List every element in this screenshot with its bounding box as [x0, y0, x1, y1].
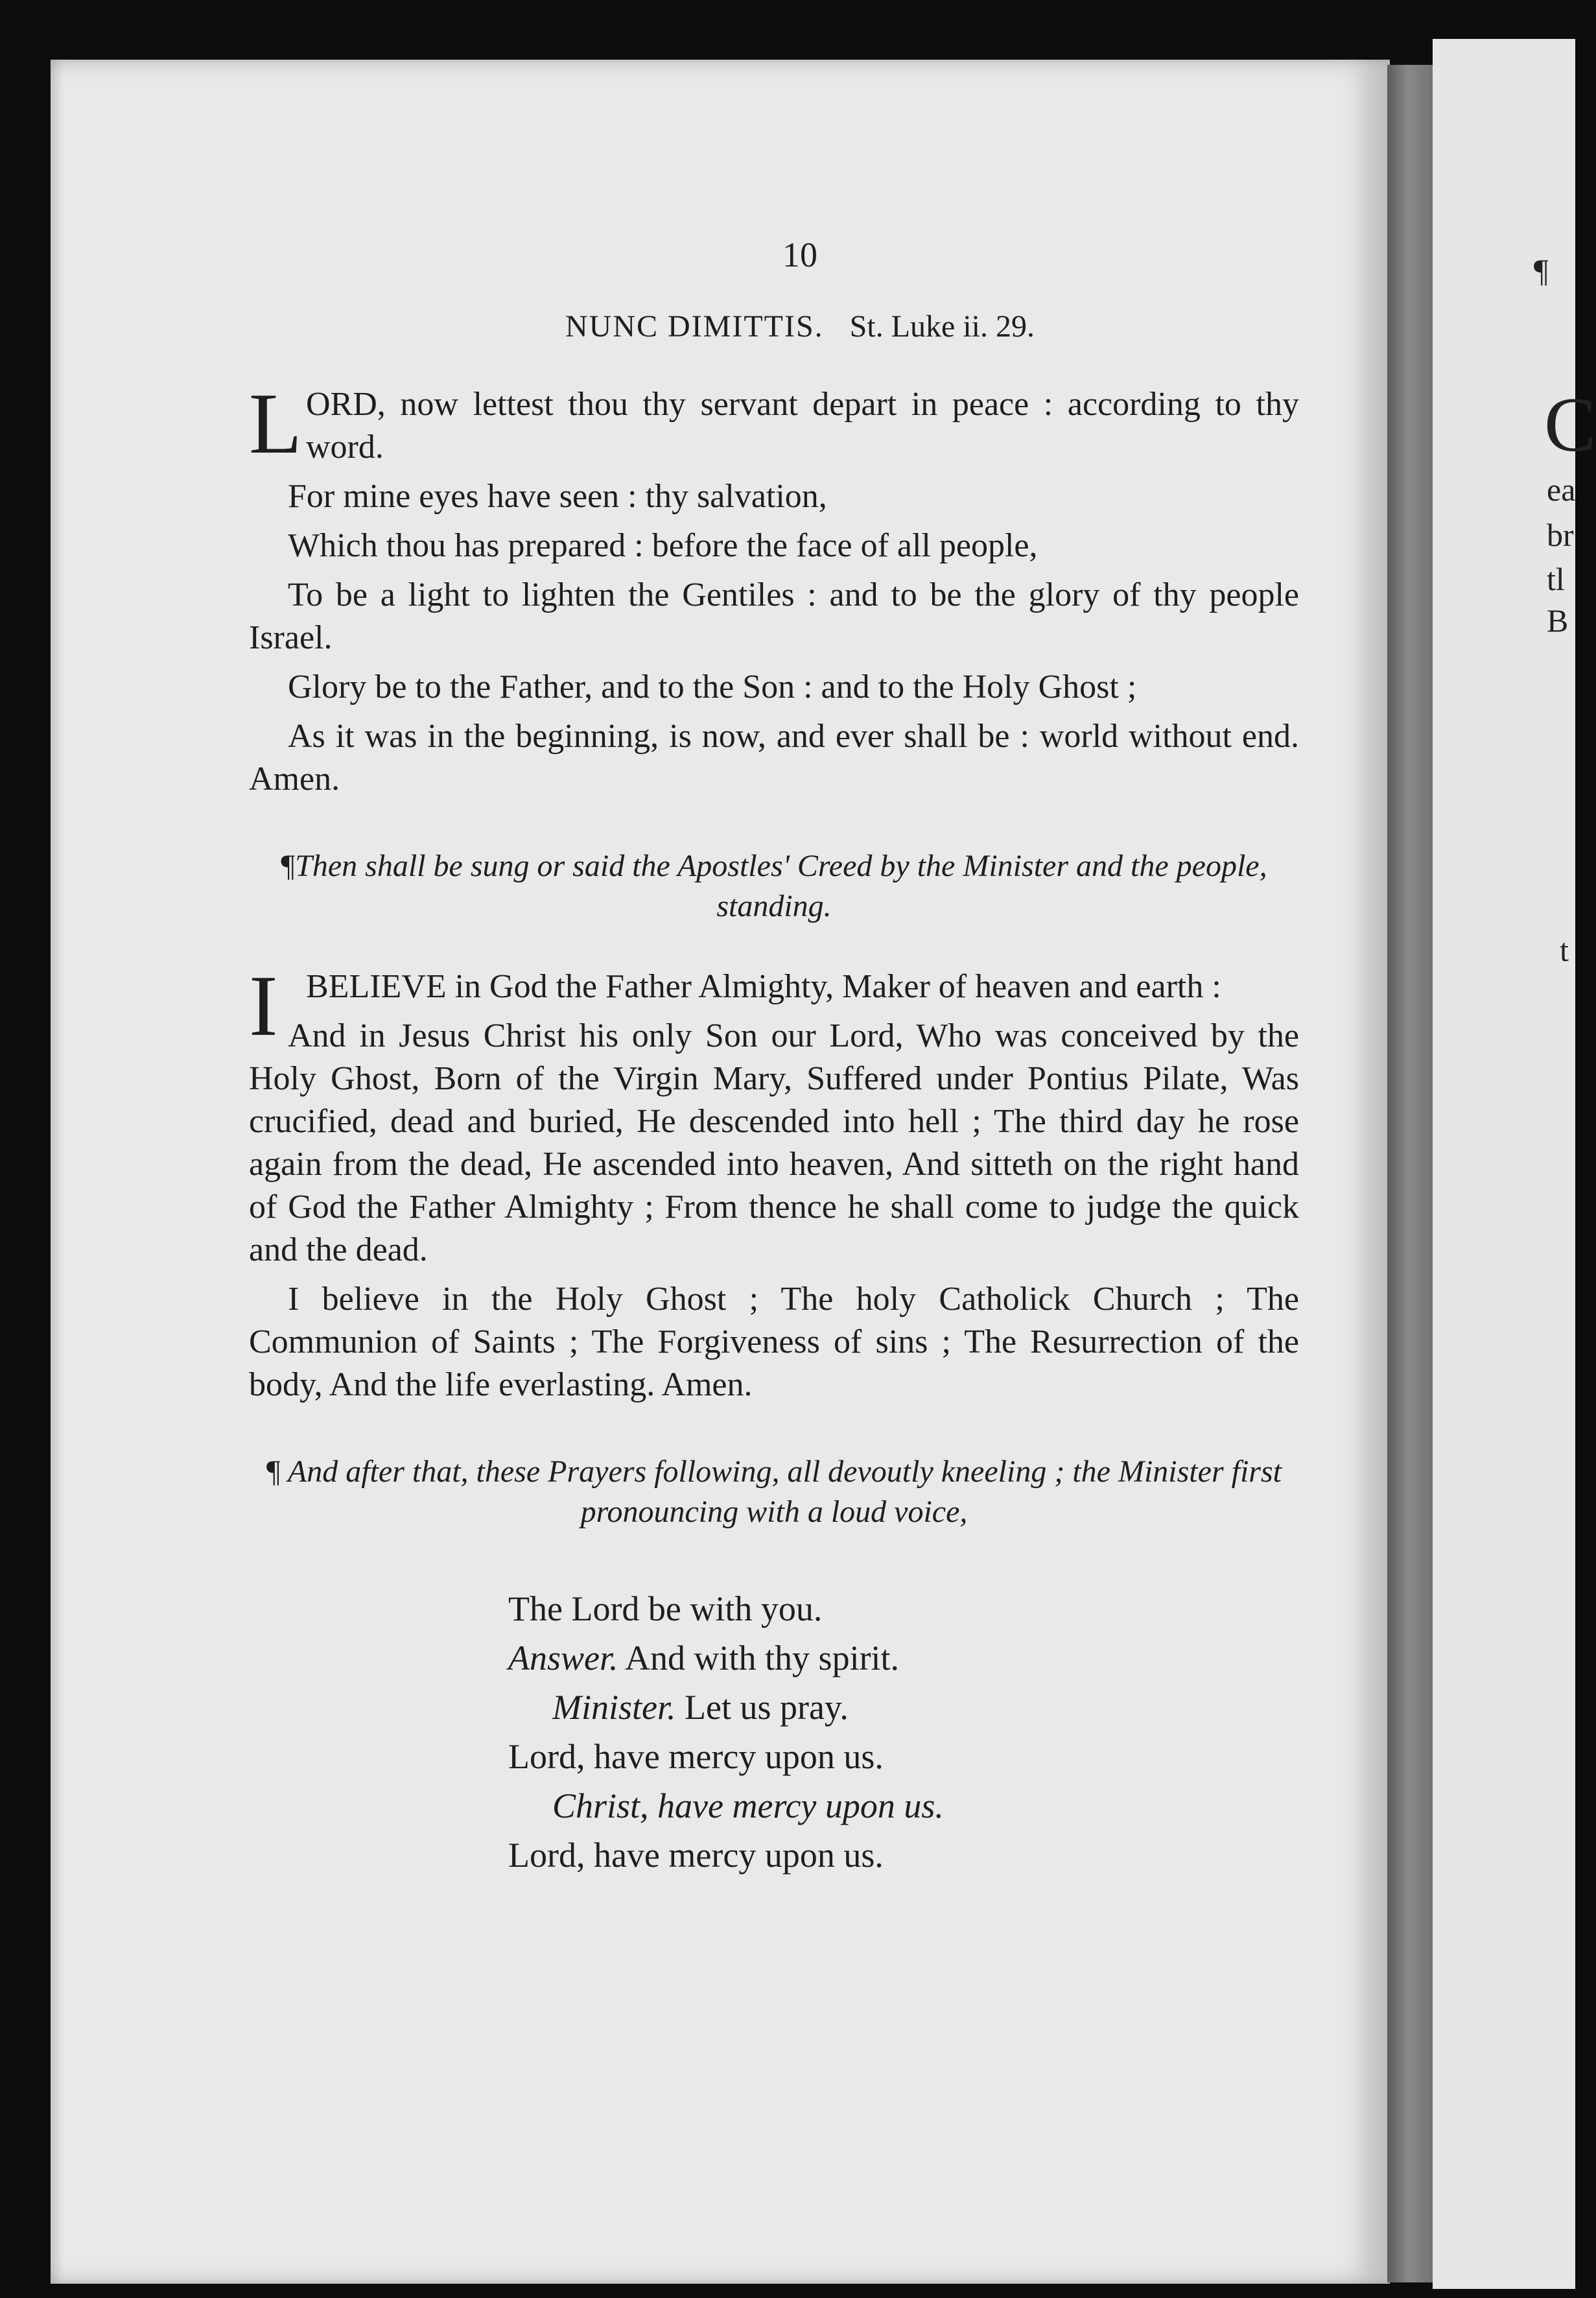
canticle-verse: Glory be to the Father, and to the Son : and to the Holy Ghost ;: [288, 669, 1137, 705]
left-page: [51, 60, 1390, 2284]
versicle-line: [508, 1683, 1299, 1732]
versicle-line: The Lord be with you.: [508, 1589, 823, 1628]
canticle-first-verse: [249, 375, 1299, 471]
response-line: [508, 1633, 1299, 1683]
facing-fragment: C: [1544, 381, 1596, 468]
dropcap-letter: L: [249, 375, 302, 471]
facing-fragment: t: [1560, 932, 1569, 968]
versicle-line: Lord, have mercy upon us.: [508, 1737, 884, 1776]
creed-first-paragraph: [249, 958, 1299, 1054]
facing-fragment: B: [1547, 602, 1569, 639]
facing-fragment: ¶: [1534, 252, 1549, 289]
creed-paragraph: I believe in the Holy Ghost ; The holy Catholick Church ; The Communion of Saints ; The Forgiveness of sins ; The Resurrection of the body, And the life everlasting. Amen.: [249, 1281, 1299, 1403]
speaker-label: Minister.: [552, 1688, 676, 1727]
response-text: And with thy spirit.: [625, 1639, 900, 1677]
canticle-verse: As it was in the beginning, is now, and ever shall be : world without end. Amen.: [249, 718, 1299, 798]
apostles-creed: [249, 958, 1299, 1406]
page-edge-shadow: [1387, 65, 1439, 2282]
versicle-line: Lord, have mercy upon us.: [508, 1836, 884, 1875]
versicle-text: Let us pray.: [685, 1688, 849, 1727]
creed-first-text: BELIEVE in God the Father Almighty, Maker of heaven and earth :: [306, 968, 1221, 1005]
page-content: [249, 235, 1299, 1880]
versicles-responses: [508, 1584, 1299, 1880]
creed-paragraph: And in Jesus Christ his only Son our Lord, Who was conceived by the Holy Ghost, Born of the Virgin Mary, Suffered under Pontius Pilate, Was crucified, dead and buried, He descended into hell ; The third day he rose again from the dead, He ascended into heaven, And sitteth on the right hand of God the Father Almighty ; From thence he shall come to judge the quick and the dead.: [249, 1017, 1299, 1268]
facing-fragment: br: [1547, 517, 1574, 553]
canticle-verse: Which thou has prepared : before the face of all people,: [288, 527, 1038, 564]
canticle-verse: To be a light to lighten the Gentiles : and to be the glory of thy people Israel.: [249, 576, 1299, 656]
heading-reference: St. Luke ii. 29.: [849, 309, 1035, 344]
pilcrow-icon: ¶: [281, 849, 296, 883]
dropcap-letter: I: [249, 958, 278, 1054]
heading-title: NUNC DIMITTIS.: [565, 309, 824, 344]
speaker-label: Answer.: [508, 1639, 618, 1677]
first-verse-text: ORD, now lettest thou thy servant depart in peace : according to thy word.: [306, 386, 1299, 466]
response-line: Christ, have mercy upon us.: [552, 1786, 944, 1825]
pilcrow-icon: ¶: [266, 1454, 281, 1489]
canticle-verse: For mine eyes have seen : thy salvation,: [288, 478, 827, 515]
nunc-dimittis-canticle: [249, 375, 1299, 801]
rubric-prayers: [249, 1452, 1299, 1532]
facing-page: [1433, 39, 1596, 2289]
rubric-creed: [249, 846, 1299, 927]
rubric-text: Then shall be sung or said the Apostles' Creed by the Minister and the people, standing.: [295, 849, 1267, 923]
rubric-text: And after that, these Prayers following, all devoutly kneeling ; the Minister first pronouncing with a loud voice,: [287, 1454, 1282, 1529]
facing-fragment: ea: [1547, 471, 1576, 508]
page-number: 10: [782, 235, 817, 274]
facing-fragment: tl: [1547, 561, 1565, 597]
section-heading: [249, 309, 1299, 344]
